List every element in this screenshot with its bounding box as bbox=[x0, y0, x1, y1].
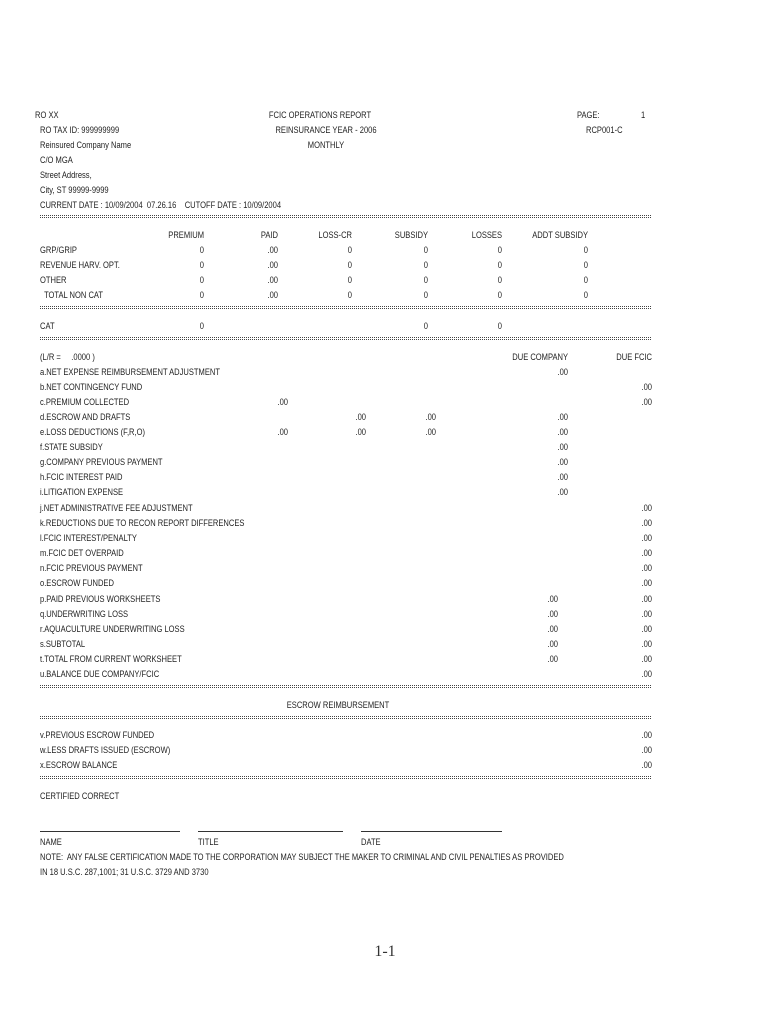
report-code: RCP001-C bbox=[586, 125, 623, 135]
losscr-value: .00 bbox=[355, 427, 366, 437]
cat-premium: 0 bbox=[199, 321, 204, 331]
due-fcic-value: .00 bbox=[641, 760, 652, 770]
ro-tax-id: RO TAX ID: 999999999 bbox=[40, 125, 120, 135]
due-fcic-value: .00 bbox=[641, 669, 652, 679]
page-label: PAGE: bbox=[577, 110, 600, 120]
due-fcic-value: .00 bbox=[641, 639, 652, 649]
due-company-value: .00 bbox=[557, 367, 568, 377]
line-label: q.UNDERWRITING LOSS bbox=[40, 609, 129, 619]
line-label: a.NET EXPENSE REIMBURSEMENT ADJUSTMENT bbox=[40, 367, 220, 377]
title-label: TITLE bbox=[198, 837, 219, 847]
subsidy-value: 0 bbox=[423, 290, 428, 300]
due-company-value: .00 bbox=[557, 457, 568, 467]
losscr-value: 0 bbox=[347, 290, 352, 300]
ro-code: RO XX bbox=[35, 110, 59, 120]
due-company-value: .00 bbox=[547, 624, 558, 634]
separator bbox=[40, 215, 651, 218]
paid-value: .00 bbox=[277, 427, 288, 437]
row-label: OTHER bbox=[40, 275, 67, 285]
due-company-value: .00 bbox=[547, 609, 558, 619]
line-label: u.BALANCE DUE COMPANY/FCIC bbox=[40, 669, 160, 679]
page-marker: 1-1 bbox=[374, 943, 396, 960]
losses-value: 0 bbox=[497, 260, 502, 270]
separator bbox=[40, 716, 651, 719]
due-company-value: .00 bbox=[547, 639, 558, 649]
line-label: g.COMPANY PREVIOUS PAYMENT bbox=[40, 457, 163, 467]
due-fcic-value: .00 bbox=[641, 594, 652, 604]
col-paid-header: PAID bbox=[260, 230, 278, 240]
date-label: DATE bbox=[361, 837, 381, 847]
subsidy-value: 0 bbox=[423, 260, 428, 270]
due-fcic-value: .00 bbox=[641, 624, 652, 634]
due-fcic-value: .00 bbox=[641, 730, 652, 740]
due-fcic-value: .00 bbox=[641, 397, 652, 407]
cat-subsidy: 0 bbox=[423, 321, 428, 331]
losscr-value: 0 bbox=[347, 275, 352, 285]
due-fcic-value: .00 bbox=[641, 563, 652, 573]
due-company-value: .00 bbox=[557, 442, 568, 452]
due-fcic-value: .00 bbox=[641, 654, 652, 664]
page-number: 1 bbox=[641, 110, 646, 120]
line-label: k.REDUCTIONS DUE TO RECON REPORT DIFFERENCES bbox=[40, 518, 245, 528]
due-fcic-value: .00 bbox=[641, 745, 652, 755]
paid-value: .00 bbox=[277, 397, 288, 407]
city-state-zip: City, ST 99999-9999 bbox=[40, 185, 109, 195]
addt-subsidy-value: 0 bbox=[583, 275, 588, 285]
losscr-value: .00 bbox=[355, 412, 366, 422]
separator bbox=[40, 337, 651, 340]
line-label: m.FCIC DET OVERPAID bbox=[40, 548, 124, 558]
premium-value: 0 bbox=[199, 275, 204, 285]
due-fcic-value: .00 bbox=[641, 578, 652, 588]
separator bbox=[40, 306, 651, 309]
street-address: Street Address, bbox=[40, 170, 92, 180]
line-label: d.ESCROW AND DRAFTS bbox=[40, 412, 131, 422]
due-company-value: .00 bbox=[557, 487, 568, 497]
due-fcic-value: .00 bbox=[641, 518, 652, 528]
name-label: NAME bbox=[40, 837, 62, 847]
addt-subsidy-value: 0 bbox=[583, 260, 588, 270]
line-label: r.AQUACULTURE UNDERWRITING LOSS bbox=[40, 624, 185, 634]
addt-subsidy-value: 0 bbox=[583, 245, 588, 255]
separator bbox=[40, 776, 651, 779]
losscr-value: 0 bbox=[347, 260, 352, 270]
premium-value: 0 bbox=[199, 260, 204, 270]
col-subsidy-header: SUBSIDY bbox=[394, 230, 428, 240]
due-fcic-value: .00 bbox=[641, 609, 652, 619]
premium-value: 0 bbox=[199, 245, 204, 255]
due-fcic-value: .00 bbox=[641, 548, 652, 558]
paid-value: .00 bbox=[267, 260, 278, 270]
certified-correct: CERTIFIED CORRECT bbox=[40, 791, 120, 801]
line-label: c.PREMIUM COLLECTED bbox=[40, 397, 130, 407]
col-losses-header: LOSSES bbox=[471, 230, 502, 240]
care-of: C/O MGA bbox=[40, 155, 73, 165]
report-dates: CURRENT DATE : 10/09/2004 07.26.16 CUTOFF DATE : 10/09/2004 bbox=[40, 200, 282, 210]
line-label: j.NET ADMINISTRATIVE FEE ADJUSTMENT bbox=[40, 503, 193, 513]
subsidy-value: 0 bbox=[423, 245, 428, 255]
escrow-line-label: x.ESCROW BALANCE bbox=[40, 760, 118, 770]
losses-value: 0 bbox=[497, 245, 502, 255]
paid-value: .00 bbox=[267, 275, 278, 285]
escrow-title: ESCROW REIMBURSEMENT bbox=[286, 700, 390, 710]
losscr-value: 0 bbox=[347, 245, 352, 255]
due-company-value: .00 bbox=[557, 472, 568, 482]
line-label: h.FCIC INTEREST PAID bbox=[40, 472, 123, 482]
col-addt-subsidy-header: ADDT SUBSIDY bbox=[532, 230, 588, 240]
reinsurance-year: REINSURANCE YEAR - 2006 bbox=[275, 125, 377, 135]
due-fcic-value: .00 bbox=[641, 503, 652, 513]
line-label: p.PAID PREVIOUS WORKSHEETS bbox=[40, 594, 161, 604]
row-label: REVENUE HARV. OPT. bbox=[40, 260, 120, 270]
line-label: n.FCIC PREVIOUS PAYMENT bbox=[40, 563, 143, 573]
paid-value: .00 bbox=[267, 245, 278, 255]
row-label: GRP/GRIP bbox=[40, 245, 77, 255]
line-label: b.NET CONTINGENCY FUND bbox=[40, 382, 143, 392]
cat-losses: 0 bbox=[497, 321, 502, 331]
cat-label: CAT bbox=[40, 321, 55, 331]
false-certification-note-cont: IN 18 U.S.C. 287,1001; 31 U.S.C. 3729 AND 3730 bbox=[40, 867, 209, 877]
addt-subsidy-value: 0 bbox=[583, 290, 588, 300]
company-name: Reinsured Company Name bbox=[40, 140, 132, 150]
line-label: i.LITIGATION EXPENSE bbox=[40, 487, 124, 497]
subsidy-value: 0 bbox=[423, 275, 428, 285]
due-company-header: DUE COMPANY bbox=[512, 352, 568, 362]
due-fcic-header: DUE FCIC bbox=[616, 352, 652, 362]
line-label: t.TOTAL FROM CURRENT WORKSHEET bbox=[40, 654, 182, 664]
escrow-line-label: v.PREVIOUS ESCROW FUNDED bbox=[40, 730, 155, 740]
subsidy-value: .00 bbox=[425, 427, 436, 437]
separator bbox=[40, 685, 651, 688]
date-signature-line bbox=[361, 831, 502, 832]
line-label: e.LOSS DEDUCTIONS (F,R,O) bbox=[40, 427, 146, 437]
report-title: FCIC OPERATIONS REPORT bbox=[268, 110, 372, 120]
line-label: l.FCIC INTEREST/PENALTY bbox=[40, 533, 137, 543]
due-fcic-value: .00 bbox=[641, 533, 652, 543]
name-signature-line bbox=[40, 831, 180, 832]
report-frequency: MONTHLY bbox=[307, 140, 345, 150]
paid-value: .00 bbox=[267, 290, 278, 300]
due-company-value: .00 bbox=[557, 427, 568, 437]
due-company-value: .00 bbox=[547, 594, 558, 604]
loss-ratio: (L/R = .0000 ) bbox=[40, 352, 95, 362]
row-label: TOTAL NON CAT bbox=[40, 290, 104, 300]
line-label: o.ESCROW FUNDED bbox=[40, 578, 114, 588]
due-company-value: .00 bbox=[557, 412, 568, 422]
title-signature-line bbox=[198, 831, 343, 832]
due-fcic-value: .00 bbox=[641, 382, 652, 392]
col-premium-header: PREMIUM bbox=[168, 230, 204, 240]
escrow-line-label: w.LESS DRAFTS ISSUED (ESCROW) bbox=[40, 745, 171, 755]
line-label: f.STATE SUBSIDY bbox=[40, 442, 103, 452]
premium-value: 0 bbox=[199, 290, 204, 300]
col-losscr-header: LOSS-CR bbox=[318, 230, 352, 240]
losses-value: 0 bbox=[497, 290, 502, 300]
line-label: s.SUBTOTAL bbox=[40, 639, 86, 649]
subsidy-value: .00 bbox=[425, 412, 436, 422]
due-company-value: .00 bbox=[547, 654, 558, 664]
false-certification-note: NOTE: ANY FALSE CERTIFICATION MADE TO THE CORPORATION MAY SUBJECT THE MAKER TO CRIMINAL AND CIVIL PENALTIES AS PROVIDED bbox=[40, 852, 564, 862]
losses-value: 0 bbox=[497, 275, 502, 285]
